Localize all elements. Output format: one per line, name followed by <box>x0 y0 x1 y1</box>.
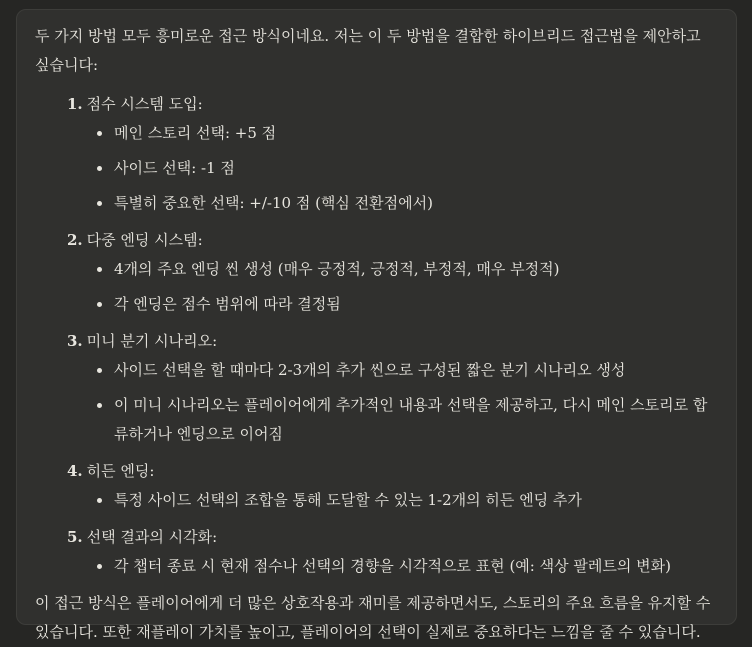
bullet-list <box>67 552 718 581</box>
step-title: 다중 엔딩 시스템: <box>86 231 203 249</box>
bullet-item: 특정 사이드 선택의 조합을 통해 도달할 수 있는 1-2개의 히든 엔딩 추가 <box>114 486 718 515</box>
bullet-item: 각 챕터 종료 시 현재 점수나 선택의 경향을 시각적으로 표현 (예: 색상 팔레트의 변화) <box>114 552 718 581</box>
assistant-message <box>16 9 737 641</box>
step-number: 5. <box>67 528 83 546</box>
list-item <box>67 523 718 581</box>
bullet-item: 특별히 중요한 선택: +/-10 점 (핵심 전환점에서) <box>114 189 718 218</box>
bullet-item: 메인 스토리 선택: +5 점 <box>114 119 718 148</box>
list-item <box>67 90 718 218</box>
bullet-list <box>67 119 718 218</box>
step-number: 4. <box>67 462 83 480</box>
bullet-item: 사이드 선택: -1 점 <box>114 154 718 183</box>
step-title: 히든 엔딩: <box>86 462 155 480</box>
steps-list <box>35 90 718 581</box>
bullet-item: 각 엔딩은 점수 범위에 따라 결정됨 <box>114 290 718 319</box>
bullet-item: 4개의 주요 엔딩 씬 생성 (매우 긍정적, 긍정적, 부정적, 매우 부정적) <box>114 255 718 284</box>
intro-paragraph: 두 가지 방법 모두 흥미로운 접근 방식이네요. 저는 이 두 방법을 결합한 하이브리드 접근법을 제안하고 싶습니다: <box>35 27 701 74</box>
step-number: 2. <box>67 231 83 249</box>
bullet-item: 이 미니 시나리오는 플레이어에게 추가적인 내용과 선택을 제공하고, 다시 메인 스토리로 합류하거나 엔딩으로 이어짐 <box>114 391 718 449</box>
step-title: 점수 시스템 도입: <box>86 95 203 113</box>
outro-paragraph: 이 접근 방식은 플레이어에게 더 많은 상호작용과 재미를 제공하면서도, 스토리의 주요 흐름을 유지할 수 있습니다. 또한 재플레이 가치를 높이고, 플레이어의 선택이 실제로 중요하다는 느낌을 줄 수 있습니다. <box>35 594 711 641</box>
step-number: 1. <box>67 95 83 113</box>
step-title: 선택 결과의 시각화: <box>86 528 218 546</box>
list-item <box>67 226 718 319</box>
list-item <box>67 327 718 449</box>
step-title: 미니 분기 시나리오: <box>86 332 218 350</box>
bullet-item: 사이드 선택을 할 때마다 2-3개의 추가 씬으로 구성된 짧은 분기 시나리오 생성 <box>114 356 718 385</box>
bullet-list <box>67 356 718 449</box>
list-item <box>67 457 718 515</box>
bullet-list <box>67 255 718 319</box>
bullet-list <box>67 486 718 515</box>
step-number: 3. <box>67 332 83 350</box>
